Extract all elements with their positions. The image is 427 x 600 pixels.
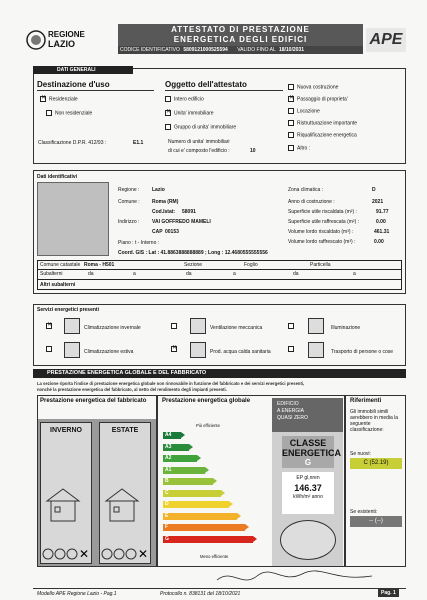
class-arrow-f: F: [163, 524, 245, 531]
heated-surface-value: 91.77: [376, 209, 389, 215]
building-performance-title: Prestazione energetica del fabbricato: [40, 398, 147, 404]
footer-divider: [33, 588, 406, 589]
cadastral-comune-label: Comune catastale: [40, 262, 81, 268]
lightbulb-icon: [308, 318, 324, 334]
class-arrow-e: E: [163, 513, 237, 520]
checkbox-icon: [288, 84, 294, 90]
class-arrow-g: G: [163, 536, 253, 543]
divider: [37, 90, 154, 91]
cap-value: 00153: [165, 229, 179, 235]
checkbox-icon: [288, 145, 294, 151]
sub-da-1: da: [88, 271, 94, 277]
heated-volume-label: Volume lordo riscaldato (m³) :: [288, 229, 354, 235]
winter-label: INVERNO: [50, 427, 82, 434]
elevator-icon: [308, 342, 324, 358]
check-renovation[interactable]: Ristrutturazione importante: [288, 120, 357, 126]
house-winter-icon: [41, 483, 91, 523]
check-lease[interactable]: Locazione: [288, 108, 320, 114]
ep-box: [282, 472, 334, 514]
cooled-surface-value: 0.00: [376, 219, 386, 225]
summer-panel: [99, 422, 151, 564]
units-count-label: Numero di unita' immobiliari: [168, 139, 230, 145]
checkbox-icon: [288, 132, 294, 138]
air-conditioner-icon: [64, 342, 80, 358]
code-label: CODICE IDENTIFICATIVO: [120, 47, 180, 53]
service-lighting-label: Illuminazione: [331, 325, 361, 331]
global-performance-title: Prestazione energetica globale: [162, 398, 251, 404]
checkbox-icon: [288, 120, 294, 126]
class-label-2: ENERGETICA: [282, 448, 342, 458]
units-count-value: 10: [250, 148, 256, 154]
performance-intro-2: nonché la prestazione energetica del fabbricato, al netto del rendimento degli impianti presenti.: [37, 387, 227, 392]
foglio-label: Foglio: [244, 262, 258, 268]
cadastral-table: [37, 260, 402, 290]
service-transport: [288, 346, 297, 352]
new-value: C (52.19): [350, 458, 402, 469]
check-other[interactable]: Altro :: [288, 145, 310, 151]
service-summer: [46, 346, 55, 352]
house-summer-icon: [100, 483, 150, 523]
sub-da-3: da: [293, 271, 299, 277]
region-logo: [22, 26, 85, 56]
title-box: [118, 24, 363, 46]
check-unit[interactable]: ✕Unita' immobiliare: [165, 110, 214, 116]
gis-text: Coord. GIS : Lat : 41.8863888888889 ; Long : 12.4680555555556: [118, 250, 268, 256]
checkbox-checked-icon: [46, 323, 52, 329]
object-title: Oggetto dell'attestato: [165, 80, 247, 89]
address-label: Indirizzo :: [118, 219, 140, 225]
energy-class-scale: [163, 432, 273, 547]
ep-label: EP gl,nren: [296, 475, 320, 481]
nzeb-box: [272, 398, 343, 432]
floor-text: Piano : t - Interno :: [118, 240, 160, 246]
service-dhw-label: Prod. acqua calda sanitaria: [210, 349, 271, 355]
valid-value: 18/10/2031: [278, 47, 304, 53]
title-line-2: ENERGETICA DEGLI EDIFICI: [173, 35, 308, 44]
class-arrow-b: B: [163, 478, 213, 485]
classification-label: Classificazione D.P.R. 412/93 :: [38, 140, 107, 146]
class-arrow-a3: A3: [163, 444, 189, 451]
check-requalification[interactable]: Riqualificazione energetica: [288, 132, 357, 138]
check-transfer[interactable]: ✕Passaggio di proprieta': [288, 96, 348, 102]
radiator-icon: [64, 318, 80, 334]
nzeb-line-1: EDIFICIO: [277, 401, 299, 407]
service-dhw: [171, 346, 180, 352]
address-value: VAI GOFFREDO MAMELI: [152, 219, 211, 225]
service-ventilation: [171, 323, 180, 329]
checkbox-icon: [288, 108, 294, 114]
ep-value: 146.37: [294, 483, 322, 493]
checkbox-checked-icon: [40, 96, 46, 102]
classification-value: E1.1: [133, 140, 144, 146]
checkbox-icon: [46, 110, 52, 116]
performance-intro-1: La sezione riporta l'indice di prestazione energetica globale non rinnovabile in funzione del fabbricato e dei servizi energetici presenti,: [37, 381, 305, 386]
checkbox-icon: [165, 124, 171, 130]
heated-volume-value: 461.31: [374, 229, 390, 235]
sub-da-2: da: [186, 271, 192, 277]
title-line-1: ATTESTATO DI PRESTAZIONE: [171, 25, 310, 34]
most-efficient-label: Più efficiente: [196, 423, 220, 428]
nzeb-line-3: QUASI ZERO: [277, 415, 308, 421]
region-emblem-icon: [26, 30, 46, 50]
checkbox-icon: [46, 346, 52, 352]
class-value: G: [304, 458, 312, 467]
comune-label: Comune :: [118, 199, 140, 205]
checkbox-checked-icon: [288, 96, 294, 102]
services-title: Servizi energetici presenti: [37, 307, 99, 313]
certifier-signature: [212, 566, 377, 588]
class-arrow-a4: A4: [163, 432, 181, 439]
sub-a-3: a: [353, 271, 356, 277]
sub-a-1: a: [133, 271, 136, 277]
cooled-surface-label: Superficie utile raffrescata (m²) :: [288, 219, 360, 225]
particella-label: Particella: [310, 262, 331, 268]
dest-title: Destinazione d'uso: [37, 80, 110, 89]
general-tab: DATI GENERALI: [33, 66, 133, 74]
least-efficient-label: Meno efficiente: [200, 554, 229, 559]
svg-text:✕: ✕: [79, 547, 90, 561]
performance-tab: PRESTAZIONE ENERGETICA GLOBALE E DEL FABBRICATO: [33, 369, 406, 378]
check-group[interactable]: Gruppo di unita' immobiliare: [165, 124, 236, 130]
checkbox-icon: [165, 96, 171, 102]
region-value: Lazio: [152, 187, 165, 193]
cadastral-comune-value: Roma - H501: [84, 262, 115, 268]
existing-value: -- (--): [350, 516, 402, 527]
ape-logo: APE: [366, 28, 406, 52]
building-photo: [37, 182, 109, 256]
divider: [165, 90, 283, 91]
footer-protocol: Protocollo n. 838131 del 18/10/2021: [160, 591, 241, 597]
summer-label: ESTATE: [111, 427, 139, 434]
check-non-residential[interactable]: Non residenziale: [46, 110, 92, 116]
checkbox-icon: [288, 346, 294, 352]
units-count-label-2: di cui e' composto l'edificio :: [168, 148, 230, 154]
checkbox-checked-icon: [165, 110, 171, 116]
checkbox-icon: [288, 323, 294, 329]
cooled-volume-value: 0.00: [374, 239, 384, 245]
code-value: 5809121000525594: [183, 47, 228, 53]
class-result-box: [282, 436, 342, 468]
year-value: 2021: [372, 199, 384, 205]
zone-label: Zona climatica :: [288, 187, 324, 193]
ep-unit: kWh/m² anno: [293, 494, 323, 500]
divider: [38, 279, 401, 280]
new-label: Se nuovi:: [350, 451, 371, 457]
svg-text:✕: ✕: [138, 547, 149, 561]
class-result-panel: [272, 432, 343, 566]
region-name: REGIONE: [48, 30, 85, 39]
services-section: [33, 304, 406, 366]
region-label: Regione :: [118, 187, 140, 193]
valid-label: VALIDO FINO AL: [237, 47, 276, 53]
divider: [38, 269, 401, 270]
istat-label: Cod.Istat:: [152, 209, 176, 215]
water-tap-icon: [190, 342, 206, 358]
cap-label: CAP: [152, 229, 163, 235]
year-label: Anno di costruzione :: [288, 199, 335, 205]
check-residential[interactable]: ✕Residenziale: [40, 96, 78, 102]
cooled-volume-label: Volume lordo raffrescato (m³) :: [288, 239, 356, 245]
footer-page: Pag. 1: [378, 589, 399, 597]
service-ventilation-label: Ventilazione meccanica: [210, 325, 263, 331]
other-subalterni-label: Altri subalterni: [40, 282, 76, 288]
nzeb-line-2: A ENERGIA: [277, 408, 304, 414]
zone-value: D: [372, 187, 376, 193]
class-label-1: CLASSE: [289, 438, 327, 448]
rating-faces-icon: [100, 547, 150, 561]
references-text: Gli immobili simili avrebbero in media la seguente classificazione:: [350, 409, 399, 433]
certifier-stamp: [280, 520, 336, 560]
class-arrow-d: D: [163, 501, 229, 508]
class-arrow-a2: A2: [163, 455, 197, 462]
ident-title: Dati identificativi: [37, 174, 78, 180]
class-arrow-a1: A1: [163, 467, 205, 474]
checkbox-icon: [171, 323, 177, 329]
references-title: Riferimenti: [350, 398, 382, 404]
fan-icon: [190, 318, 206, 334]
checkbox-checked-icon: [171, 346, 177, 352]
comune-value: Roma (RM): [152, 199, 179, 205]
sezione-label: Sezione: [184, 262, 203, 268]
existing-label: Se esistenti:: [350, 509, 378, 515]
service-winter: [46, 323, 55, 329]
footer-model: Modello APE Regione Lazio - Pag.1: [37, 591, 117, 597]
code-bar: [118, 46, 363, 54]
service-winter-label: Climatizzazione invernale: [84, 325, 141, 331]
service-lighting: [288, 323, 297, 329]
check-whole-building[interactable]: Intero edificio: [165, 96, 204, 102]
heated-surface-label: Superficie utile riscaldata (m²) :: [288, 209, 357, 215]
rating-faces-icon: [41, 547, 91, 561]
subalterni-label: Subalterni: [40, 271, 63, 277]
region-name-2: LAZIO: [48, 39, 75, 49]
sub-a-2: a: [233, 271, 236, 277]
check-new[interactable]: Nuova costruzione: [288, 84, 338, 90]
class-arrow-c: C: [163, 490, 221, 497]
istat-value: 58091: [182, 209, 196, 215]
winter-panel: [40, 422, 92, 564]
service-summer-label: Climatizzazione estiva: [84, 349, 134, 355]
service-transport-label: Trasporto di persone o cose: [331, 349, 394, 355]
